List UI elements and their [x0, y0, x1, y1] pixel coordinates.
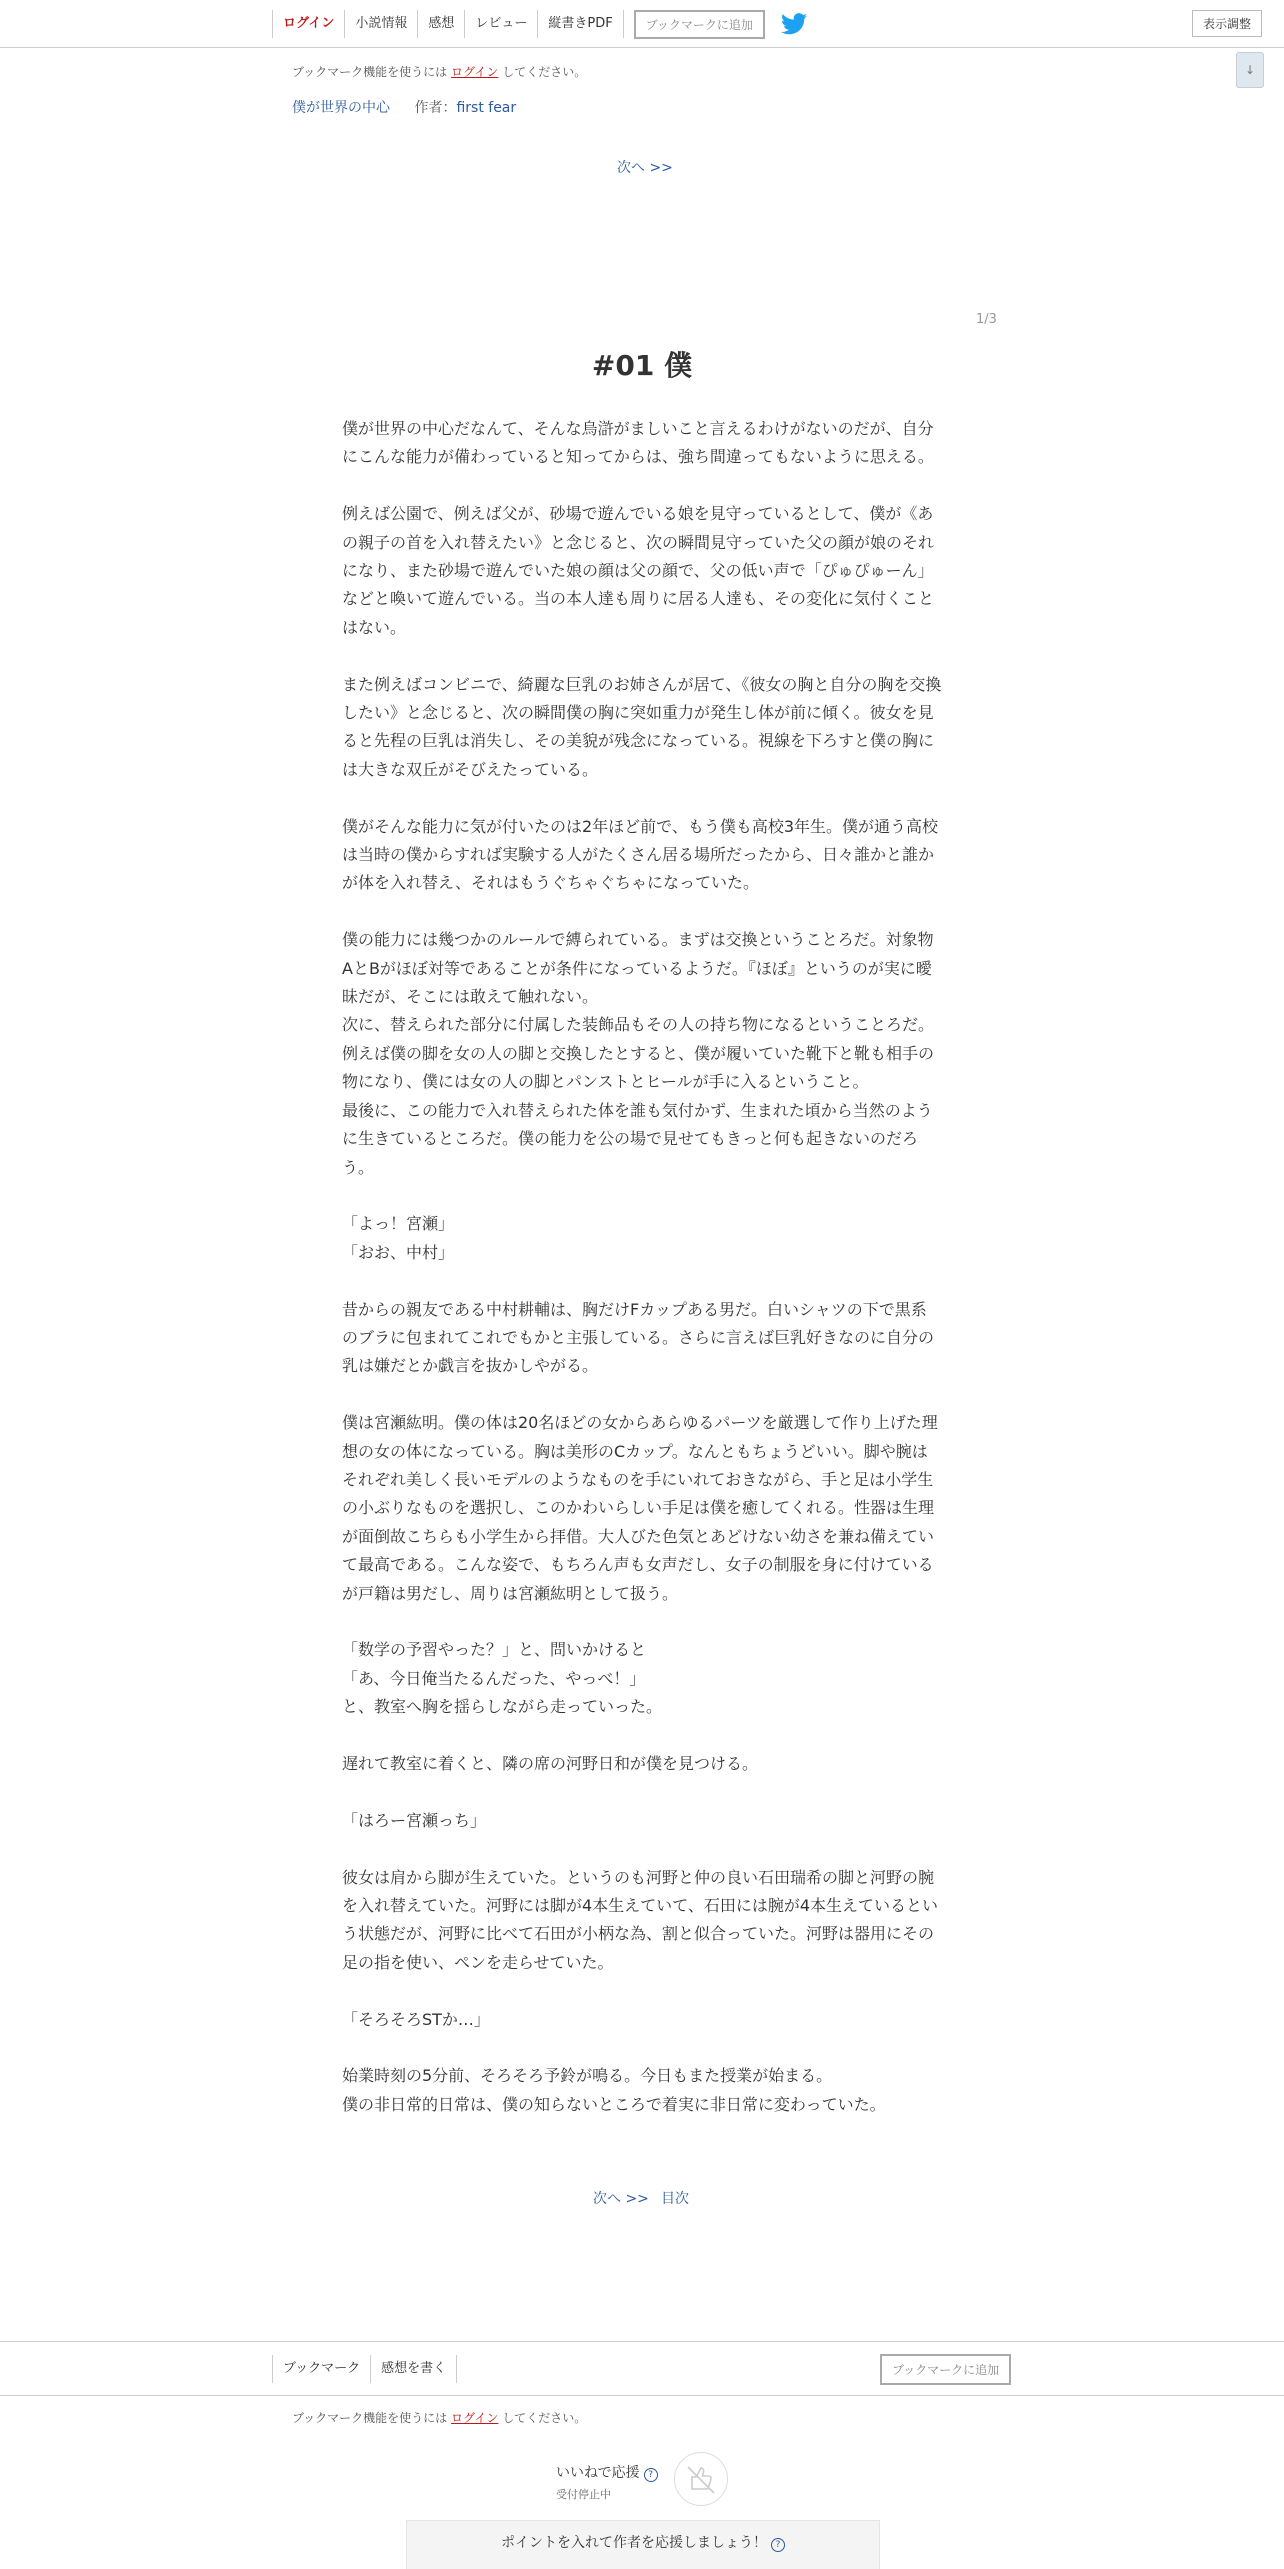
toc-link[interactable]: 目次 — [661, 2191, 689, 2207]
like-label: いいねで応援 — [556, 2465, 640, 2481]
login-link[interactable]: ログイン — [272, 10, 344, 38]
novel-info-link[interactable]: 小説情報 — [344, 10, 417, 38]
body-paragraph: 例えば公園で、例えば父が、砂場で遊んでいる娘を見守っているとして、僕が《あの親子の首を入れ替えたい》と念じると、次の瞬間見守っていた父の顔が娘のそれになり、また砂場で遊んでいた娘の顔は父の顔で、父の低い声で「ぴゅぴゅーん」などと喚いて遊んでいる。当の本人達も周りに居る人達も、その変化に気付くことはない。 — [342, 504, 935, 637]
body-paragraph: 次に、替えられた部分に付属した装飾品もその人の持ち物になるということろだ。例えば僕の脚を女の人の脚と交換したとすると、僕が履いていた靴下と靴も相手の物になり、僕には女の人の脚とパンストとヒールが手に入るということ。 — [342, 1015, 935, 1092]
body-paragraph: 僕が世界の中心だなんて、そんな烏滸がましいこと言えるわけがないのだが、自分にこんな能力が備わっていると知ってからは、強ち間違ってもないように思える。 — [342, 419, 934, 467]
body-paragraph: 僕は宮瀬紘明。僕の体は20名ほどの女からあらゆるパーツを厳選して作り上げた理想の女の体になっている。胸は美形のCカップ。なんともちょうどいい。脚や腕はそれぞれ美しく長いモデルのようなものを手にいれておきながら、手と足は小学生の小ぶりなものを選択し、このかわいらしい手足は僕を癒してくれる。性器は生理が面倒故こちらも小学生から拝借。大人びた色気とあどけない幼さを兼ね備えていて最高である。こんな姿で、もちろん声も女声だし、女子の制服を身に付けているが戸籍は男だし、周りは宮瀬紘明として扱う。 — [342, 1413, 938, 1603]
top-nav — [272, 10, 807, 38]
bookmark-notice: ブックマーク機能を使うには ログイン してください。 — [292, 65, 587, 79]
paragraph-gap — [342, 1267, 942, 1295]
like-status: 受付停止中 — [556, 2488, 611, 2501]
paragraph-gap — [342, 1977, 942, 2005]
author-link[interactable]: first fear — [456, 100, 517, 116]
points-box — [406, 2520, 880, 2569]
author-label: 作者： — [414, 100, 457, 116]
bottom-tabs — [272, 2355, 457, 2383]
body-paragraph: 「よっ！宮瀬」 — [342, 1214, 455, 1234]
paragraph-gap — [342, 1182, 942, 1210]
impressions-link[interactable]: 感想 — [417, 10, 464, 38]
bottom-bar — [0, 2341, 1284, 2396]
display-adjust-button[interactable]: 表示調整 — [1192, 10, 1262, 37]
paragraph-gap — [342, 1381, 942, 1409]
body-paragraph: 遅れて教室に着くと、隣の席の河野日和が僕を見つける。 — [342, 1753, 759, 1773]
body-paragraph: 始業時刻の5分前、そろそろ予鈴が鳴る。今日もまた授業が始まる。 — [342, 2066, 833, 2086]
next-page-link-bottom[interactable]: 次へ >> — [593, 2191, 649, 2207]
paragraph-gap — [342, 1722, 942, 1750]
thumbs-up-icon[interactable] — [674, 2452, 728, 2506]
help-icon[interactable]: ? — [644, 2468, 658, 2482]
vertical-pdf-link[interactable]: 縦書きPDF — [537, 10, 623, 38]
paragraph-gap — [342, 784, 942, 812]
body-paragraph: 「そろそろSTか…」 — [342, 2009, 490, 2029]
series-title-link[interactable]: 僕が世界の中心 — [292, 100, 390, 116]
body-paragraph: 最後に、この能力で入れ替えられた体を誰も気付かず、生まれた頃から当然のように生きているところだ。僕の能力を公の場で見せてもきっと何も起きないのだろう。 — [342, 1100, 933, 1177]
paragraph-gap — [342, 642, 942, 670]
review-link[interactable]: レビュー — [464, 10, 537, 38]
like-section — [556, 2462, 658, 2502]
body-paragraph: 「はろー宮瀬っち」 — [342, 1810, 487, 1830]
body-paragraph: 昔からの親友である中村耕輔は、胸だけFカップある男だ。白いシャツの下で黒系のブラに包まれてこれでもかと主張している。さらに言えば巨乳好きなのに自分の乳は嫌だとか戯言を抜かしやがる。 — [342, 1299, 935, 1376]
points-label: ポイントを入れて作者を応援しましょう！ — [501, 2535, 767, 2551]
body-paragraph: 「数学の予習やった？」と、問いかけると — [342, 1640, 647, 1660]
bookmark-notice-bottom: ブックマーク機能を使うには ログイン してください。 — [292, 2411, 587, 2425]
paragraph-gap — [342, 1835, 942, 1863]
body-paragraph: 僕の能力には幾つかのルールで縛られている。まずは交換ということろだ。対象物AとBがほぼ対等であることが条件になっているようだ。『ほぼ』というのが実に曖昧だが、そこには敢えて触れない。 — [342, 930, 934, 1007]
next-page-link-top[interactable]: 次へ >> — [617, 160, 673, 176]
series-info — [292, 97, 516, 117]
page-number: 1/3 — [976, 312, 997, 327]
body-paragraph: 僕がそんな能力に気が付いたのは2年ほど前で、もう僕も高校3年生。僕が通う高校は当時の僕からすれば実験する人がたくさん居る場所だったから、日々誰かと誰かが体を入れ替え、それはもうぐちゃぐちゃになっていた。 — [342, 816, 939, 893]
body-paragraph: 「あ、今日俺当たるんだった、やっべ！」 — [342, 1668, 646, 1688]
chapter-title: #01 僕 — [591, 349, 693, 382]
paragraph-gap — [342, 898, 942, 926]
notice-login-link-bottom[interactable]: ログイン — [451, 2411, 499, 2425]
bookmark-tab[interactable]: ブックマーク — [272, 2355, 370, 2383]
twitter-bird-icon[interactable] — [781, 13, 807, 35]
paragraph-gap — [342, 1608, 942, 1636]
body-paragraph: 「おお、中村」 — [342, 1242, 455, 1262]
points-help-icon[interactable]: ? — [771, 2538, 785, 2552]
paragraph-gap — [342, 472, 942, 500]
bookmark-add-button[interactable]: ブックマークに追加 — [634, 10, 765, 39]
body-paragraph: 僕の非日常的日常は、僕の知らないところで着実に非日常に変わっていた。 — [342, 2094, 886, 2114]
body-paragraph: と、教室へ胸を揺らしながら走っていった。 — [342, 1697, 663, 1717]
body-paragraph: 彼女は肩から脚が生えていた。というのも河野と仲の良い石田瑞希の脚と河野の腕を入れ替えていた。河野には脚が4本生えていて、石田には腕が4本生えているという状態だが、河野に比べて石田が小柄な為、割と似合っていた。河野は器用にその足の指を使い、ペンを走らせていた。 — [342, 1867, 939, 1972]
body-paragraph: また例えばコンビニで、綺麗な巨乳のお姉さんが居て、《彼女の胸と自分の胸を交換したい》と念じると、次の瞬間僕の胸に突如重力が発生し体が前に傾く。彼女を見ると先程の巨乳は消失し、その美貌が残念になっている。視線を下ろすと僕の胸には大きな双丘がそびえたっている。 — [342, 674, 942, 779]
write-impression-tab[interactable]: 感想を書く — [370, 2355, 457, 2383]
bottom-bookmark-add-button[interactable]: ブックマークに追加 — [880, 2354, 1011, 2385]
paragraph-gap — [342, 2034, 942, 2062]
novel-body — [342, 415, 942, 2119]
paragraph-gap — [342, 1778, 942, 1806]
notice-login-link[interactable]: ログイン — [451, 65, 499, 79]
top-nav-bar — [0, 0, 1284, 48]
scroll-down-button[interactable]: ↓ — [1236, 52, 1264, 88]
